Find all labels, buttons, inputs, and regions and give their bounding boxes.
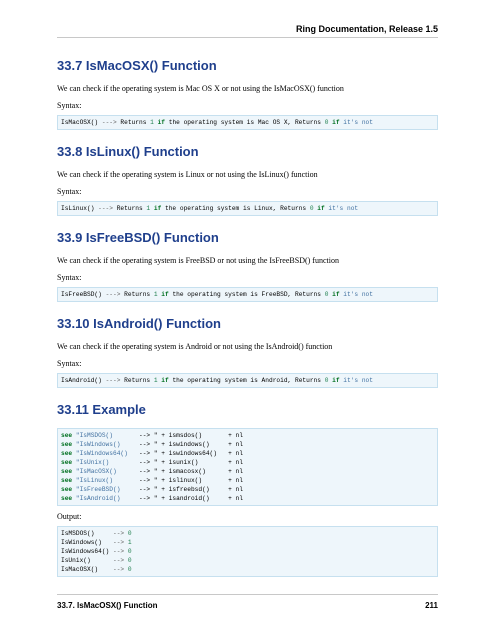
code-string: "IsAndroid() — [72, 495, 139, 502]
code-line — [61, 476, 434, 485]
code-line — [61, 431, 434, 440]
code-text: --> " + iswindows64() + nl — [138, 450, 243, 457]
code-text: it's not — [339, 291, 373, 298]
output-label: Output: — [57, 512, 82, 521]
code-line — [61, 449, 434, 458]
code-number: 1 — [153, 377, 158, 384]
code-string: "IsMSDOS() — [72, 432, 139, 439]
code-call: IsFreeBSD() — [61, 291, 102, 298]
section-title: 33.10 IsAndroid() Function — [57, 316, 221, 331]
syntax-label: Syntax: — [57, 273, 82, 282]
section-description: We can check if the operating system is Linux or not using the IsLinux() function — [57, 170, 318, 179]
code-text: --> " + islinux() + nl — [138, 477, 243, 484]
section-example — [57, 402, 438, 577]
code-number: 0 — [324, 377, 329, 384]
page-content — [57, 46, 438, 591]
code-keyword: see — [61, 432, 73, 439]
section-islinux — [57, 144, 438, 216]
output-line — [61, 529, 434, 538]
running-header: Ring Documentation, Release 1.5 — [295, 24, 438, 34]
code-keyword: see — [61, 459, 73, 466]
code-keyword: see — [61, 468, 73, 475]
syntax-code-block — [57, 201, 438, 216]
section-isandroid — [57, 316, 438, 388]
section-title: 33.11 Example — [57, 402, 146, 417]
output-call: IsUnix() — [61, 557, 113, 564]
syntax-code-block — [57, 115, 438, 130]
code-keyword: if — [153, 205, 162, 212]
code-call: IsAndroid() — [61, 377, 102, 384]
code-keyword: if — [161, 377, 169, 384]
section-title: 33.9 IsFreeBSD() Function — [57, 230, 219, 245]
code-text: Returns — [116, 119, 151, 126]
code-number: 0 — [309, 205, 314, 212]
code-keyword: if — [161, 291, 169, 298]
code-text: Returns — [120, 377, 154, 384]
section-description: We can check if the operating system is FreeBSD or not using the IsFreeBSD() function — [57, 256, 339, 265]
example-code-block — [57, 428, 438, 506]
output-line — [61, 547, 434, 556]
output-line — [61, 565, 434, 574]
output-arrow: --> — [112, 557, 128, 564]
code-text: the operating system is FreeBSD, Returns — [168, 291, 325, 298]
syntax-code-block — [57, 373, 438, 388]
output-arrow: --> — [112, 530, 128, 537]
section-title: 33.7 IsMacOSX() Function — [57, 58, 217, 73]
header-divider — [57, 37, 438, 38]
output-call: IsMacOSX() — [61, 566, 113, 573]
output-arrow: --> — [112, 566, 128, 573]
output-value: 0 — [127, 530, 132, 537]
output-value: 0 — [127, 557, 132, 564]
code-keyword: see — [61, 486, 73, 493]
code-text: Returns — [113, 205, 147, 212]
code-call: IsLinux() — [61, 205, 95, 212]
output-arrow: --> — [112, 539, 128, 546]
code-number: 1 — [153, 291, 158, 298]
syntax-label: Syntax: — [57, 359, 82, 368]
footer-divider — [57, 594, 438, 595]
code-arrow: ---> — [101, 291, 121, 298]
code-string: "IsMacOSX() — [72, 468, 139, 475]
output-value: 0 — [127, 566, 132, 573]
code-keyword: see — [61, 495, 73, 502]
code-keyword: see — [61, 441, 73, 448]
code-text: --> " + ismsdos() + nl — [138, 432, 243, 439]
output-code-block — [57, 526, 438, 577]
section-description: We can check if the operating system is Mac OS X or not using the IsMacOSX() function — [57, 84, 344, 93]
code-text: it's not — [339, 377, 373, 384]
code-number: 0 — [324, 119, 329, 126]
code-text: the operating system is Linux, Returns — [161, 205, 310, 212]
code-number: 1 — [146, 205, 151, 212]
code-arrow: ---> — [101, 377, 121, 384]
output-line — [61, 556, 434, 565]
footer-section-title: 33.7. IsMacOSX() Function — [57, 601, 158, 610]
code-keyword: if — [157, 119, 166, 126]
output-value: 0 — [127, 548, 132, 555]
code-string: "IsWindows() — [72, 441, 139, 448]
code-string: "IsUnix() — [72, 459, 139, 466]
code-line — [61, 440, 434, 449]
output-line — [61, 538, 434, 547]
section-isfreebsd — [57, 230, 438, 302]
code-string: "IsWindows64() — [72, 450, 139, 457]
code-text: it's not — [339, 119, 373, 126]
output-value: 1 — [127, 539, 132, 546]
code-keyword: if — [317, 205, 325, 212]
code-string: "IsFreeBSD() — [72, 486, 139, 493]
code-call: IsMacOSX() — [61, 119, 99, 126]
section-title: 33.8 IsLinux() Function — [57, 144, 199, 159]
code-text: --> " + isfreebsd() + nl — [138, 486, 243, 493]
output-arrow: --> — [112, 548, 128, 555]
code-text: --> " + isunix() + nl — [138, 459, 243, 466]
syntax-label: Syntax: — [57, 187, 82, 196]
code-keyword: see — [61, 477, 73, 484]
output-call: IsWindows() — [61, 539, 113, 546]
code-keyword: see — [61, 450, 73, 457]
output-call: IsMSDOS() — [61, 530, 113, 537]
code-keyword: if — [332, 377, 340, 384]
code-text: --> " + isandroid() + nl — [138, 495, 243, 502]
code-text: --> " + ismacosx() + nl — [138, 468, 243, 475]
syntax-label: Syntax: — [57, 101, 82, 110]
output-call: IsWindows64() — [61, 548, 113, 555]
code-text: Returns — [120, 291, 154, 298]
code-line — [61, 467, 434, 476]
section-ismacosx — [57, 58, 438, 130]
code-number: 0 — [324, 291, 329, 298]
code-arrow: ---> — [98, 119, 117, 126]
code-text: the operating system is Mac OS X, Returns — [165, 119, 325, 126]
code-text: the operating system is Android, Returns — [168, 377, 325, 384]
code-keyword: if — [332, 291, 340, 298]
page-number: 211 — [425, 601, 438, 610]
code-line — [61, 485, 434, 494]
code-line — [61, 494, 434, 503]
code-keyword: if — [332, 119, 340, 126]
code-line — [61, 458, 434, 467]
code-number: 1 — [150, 119, 154, 126]
code-text: it's not — [324, 205, 359, 212]
code-arrow: ---> — [94, 205, 113, 212]
syntax-code-block — [57, 287, 438, 302]
section-description: We can check if the operating system is Android or not using the IsAndroid() function — [57, 342, 333, 351]
code-string: "IsLinux() — [72, 477, 139, 484]
code-text: --> " + iswindows() + nl — [138, 441, 243, 448]
